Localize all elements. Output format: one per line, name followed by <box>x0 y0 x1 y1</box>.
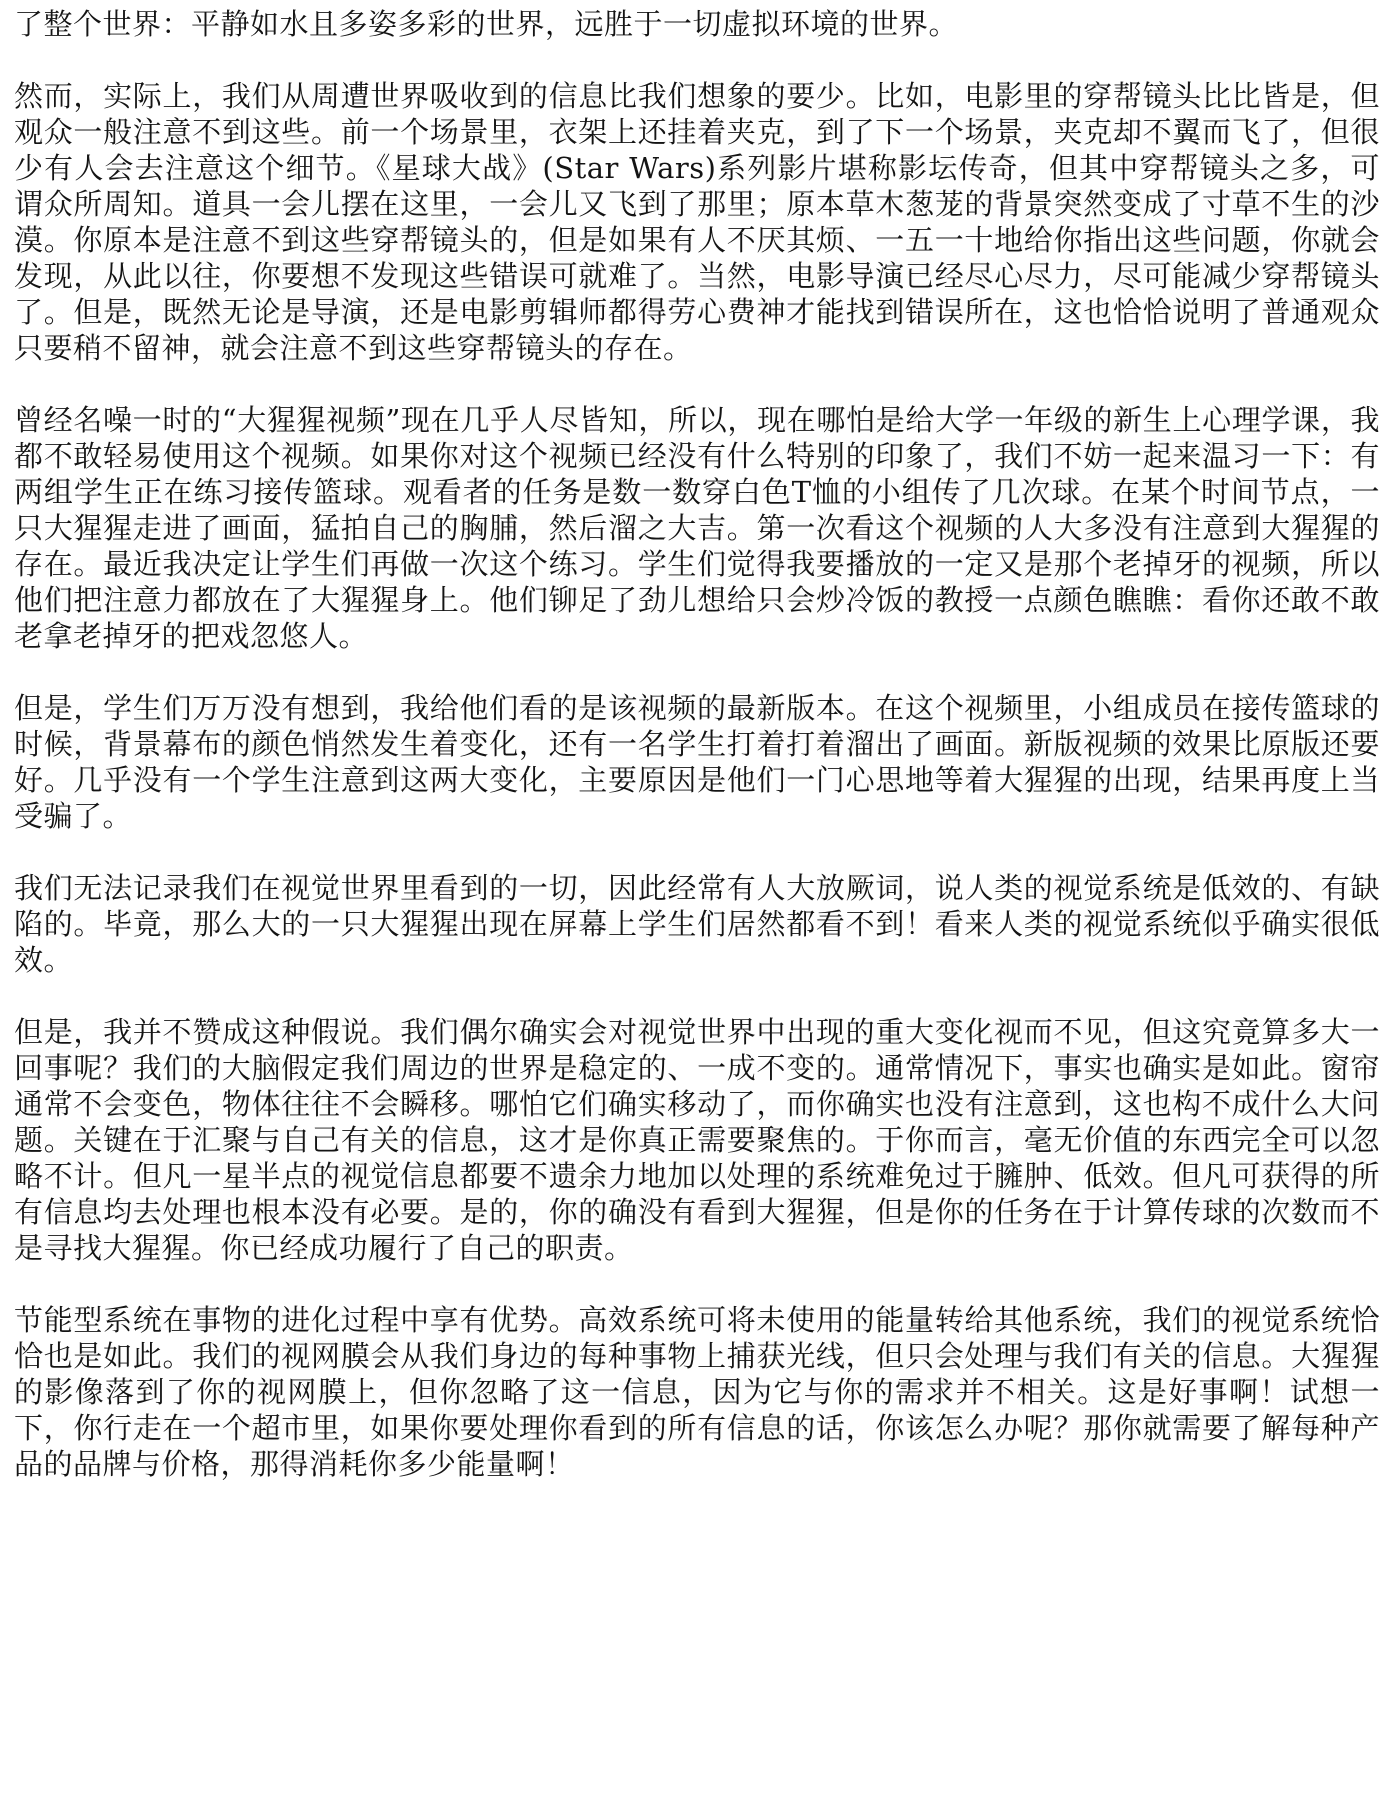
paragraph-3: 曾经名噪一时的“大猩猩视频”现在几乎人尽皆知，所以，现在哪怕是给大学一年级的新生上心理学课，我都不敢轻易使用这个视频。如果你对这个视频已经没有什么特别的印象了，我们不妨一起来温习一下：有两组学生正在练习接传篮球。观看者的任务是数一数穿白色T恤的小组传了几次球。在某个时间节点，一只大猩猩走进了画面，猛拍自己的胸脯，然后溜之大吉。第一次看这个视频的人大多没有注意到大猩猩的存在。最近我决定让学生们再做一次这个练习。学生们觉得我要播放的一定又是那个老掉牙的视频，所以他们把注意力都放在了大猩猩身上。他们铆足了劲儿想给只会炒冷饭的教授一点颜色瞧瞧：看你还敢不敢老拿老掉牙的把戏忽悠人。 <box>14 403 1380 653</box>
paragraph-4: 但是，学生们万万没有想到，我给他们看的是该视频的最新版本。在这个视频里，小组成员在接传篮球的时候，背景幕布的颜色悄然发生着变化，还有一名学生打着打着溜出了画面。新版视频的效果比原版还要好。几乎没有一个学生注意到这两大变化，主要原因是他们一门心思地等着大猩猩的出现，结果再度上当受骗了。 <box>14 691 1380 833</box>
document-page <box>14 6 1380 1482</box>
paragraph-6: 但是，我并不赞成这种假说。我们偶尔确实会对视觉世界中出现的重大变化视而不见，但这究竟算多大一回事呢？我们的大脑假定我们周边的世界是稳定的、一成不变的。通常情况下，事实也确实是如此。窗帘通常不会变色，物体往往不会瞬移。哪怕它们确实移动了，而你确实也没有注意到，这也构不成什么大问题。关键在于汇聚与自己有关的信息，这才是你真正需要聚焦的。于你而言，毫无价值的东西完全可以忽略不计。但凡一星半点的视觉信息都要不遗余力地加以处理的系统难免过于臃肿、低效。但凡可获得的所有信息均去处理也根本没有必要。是的，你的确没有看到大猩猩，但是你的任务在于计算传球的次数而不是寻找大猩猩。你已经成功履行了自己的职责。 <box>14 1015 1380 1265</box>
paragraph-1: 了整个世界：平静如水且多姿多彩的世界，远胜于一切虚拟环境的世界。 <box>14 7 959 41</box>
paragraph-7: 节能型系统在事物的进化过程中享有优势。高效系统可将未使用的能量转给其他系统，我们的视觉系统恰恰也是如此。我们的视网膜会从我们身边的每种事物上捕获光线，但只会处理与我们有关的信息。大猩猩的影像落到了你的视网膜上，但你忽略了这一信息，因为它与你的需求并不相关。这是好事啊！试想一下，你行走在一个超市里，如果你要处理你看到的所有信息的话，你该怎么办呢？那你就需要了解每种产品的品牌与价格，那得消耗你多少能量啊！ <box>14 1303 1380 1481</box>
paragraph-5: 我们无法记录我们在视觉世界里看到的一切，因此经常有人大放厥词，说人类的视觉系统是低效的、有缺陷的。毕竟，那么大的一只大猩猩出现在屏幕上学生们居然都看不到！看来人类的视觉系统似乎确实很低效。 <box>14 871 1380 977</box>
paragraph-2: 然而，实际上，我们从周遭世界吸收到的信息比我们想象的要少。比如，电影里的穿帮镜头比比皆是，但观众一般注意不到这些。前一个场景里，衣架上还挂着夹克，到了下一个场景，夹克却不翼而飞了，但很少有人会去注意这个细节。《星球大战》(Star Wars)系列影片堪称影坛传奇，但其中穿帮镜头之多，可谓众所周知。道具一会儿摆在这里，一会儿又飞到了那里；原本草木葱茏的背景突然变成了寸草不生的沙漠。你原本是注意不到这些穿帮镜头的，但是如果有人不厌其烦、一五一十地给你指出这些问题，你就会发现，从此以往，你要想不发现这些错误可就难了。当然，电影导演已经尽心尽力，尽可能减少穿帮镜头了。但是，既然无论是导演，还是电影剪辑师都得劳心费神才能找到错误所在，这也恰恰说明了普通观众只要稍不留神，就会注意不到这些穿帮镜头的存在。 <box>14 79 1380 365</box>
